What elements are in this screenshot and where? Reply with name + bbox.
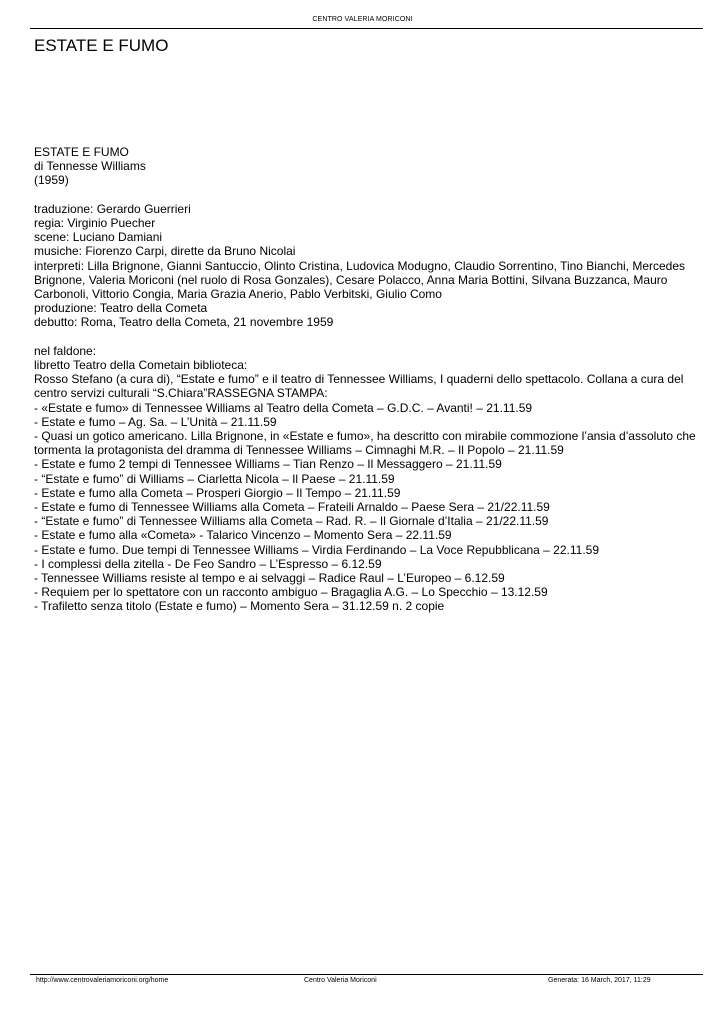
press-item: - Trafiletto senza titolo (Estate e fumo) – Momento Sera – 31.12.59 n. 2 copie — [34, 599, 445, 614]
press-item: - “Estate e fumo” di Tennessee Williams alla Cometa – Rad. R. – Il Giornale d’Italia – 21/22.11.59 — [34, 514, 549, 529]
play-author: di Tennesse Williams — [34, 159, 146, 174]
press-item: - Estate e fumo alla Cometa – Prosperi Giorgio – Il Tempo – 21.11.59 — [34, 485, 401, 500]
credit-cast: interpreti: Lilla Brignone, Gianni Santuccio, Olinto Cristina, Ludovica Modugno, Claudio Sorrentino, Tino Bianchi, Mercedes Brignone, Valeria Moriconi (nel ruolo di Rosa Gonzales), Cesare Polacco, Anna Maria Bottini, Silvana Buzzanca, Mauro Carbonoli, Vittorio Congia, Maria Grazia Anerio, Pablo Verbitski, Giulio Como — [34, 258, 686, 302]
press-item: - Estate e fumo – Ag. Sa. – L’Unità – 21.11.59 — [34, 414, 277, 429]
press-item: - Estate e fumo. Due tempi di Tennessee Williams – Virdia Ferdinando – La Voce Repubblicana – 22.11.59 — [34, 542, 600, 557]
credit-translation: traduzione: Gerardo Guerrieri — [34, 201, 191, 216]
page-title: ESTATE E FUMO — [34, 36, 169, 55]
header-label: CENTRO VALERIA MORICONI — [312, 16, 413, 23]
press-item: - Estate e fumo 2 tempi di Tennessee Williams – Tian Renzo – Il Messaggero – 21.11.59 — [34, 457, 502, 472]
intro-block — [34, 145, 700, 188]
press-item: - «Estate e fumo» di Tennessee Williams al Teatro della Cometa – G.D.C. – Avanti! – 21.11.59 — [34, 400, 533, 415]
press-item: - Quasi un gotico americano. Lilla Brignone, in «Estate e fumo», ha descritto con mirabile commozione l’ansia d’assoluto che tormenta la protagonista del dramma di Tennessee Williams – Cimnaghi M.R. – Il Popolo – 21.11.59 — [34, 429, 696, 458]
header-divider — [30, 28, 703, 29]
library-entry: Rosso Stefano (a cura di), “Estate e fumo” e il teatro di Tennessee Williams, I quaderni dello spettacolo. Collana a cura del centro servizi culturali “S.Chiara”RASSEGNA STAMPA: — [34, 372, 684, 401]
press-item: - Estate e fumo alla «Cometa» - Talarico Vincenzo – Momento Sera – 22.11.59 — [34, 528, 452, 543]
credit-direction: regia: Virginio Puecher — [34, 216, 156, 230]
press-item: - I complessi della zitella - De Feo Sandro – L’Espresso – 6.12.59 — [34, 556, 382, 571]
credit-music: musiche: Fiorenzo Carpi, dirette da Bruno Nicolai — [34, 244, 296, 259]
credit-debut: debutto: Roma, Teatro della Cometa, 21 novembre 1959 — [34, 315, 334, 330]
document-body — [34, 145, 700, 628]
play-year: (1959) — [34, 173, 69, 188]
archive-heading: nel faldone: — [34, 343, 97, 358]
archive-block — [34, 344, 700, 614]
footer-site-name: Centro Valeria Moriconi — [304, 977, 377, 984]
credit-production: produzione: Teatro della Cometa — [34, 301, 208, 316]
footer-url-link[interactable]: http://www.centrovaleriamoriconi.org/home — [36, 977, 169, 984]
archive-subheading: libretto Teatro della Cometain biblioteca: — [34, 358, 248, 373]
footer-generated-date: Generata: 16 March, 2017, 11:29 — [548, 977, 651, 984]
press-item: - Estate e fumo di Tennessee Williams alla Cometa – Frateili Arnaldo – Paese Sera – 21/22.11.59 — [34, 500, 550, 515]
play-title: ESTATE E FUMO — [34, 145, 129, 159]
press-item: - “Estate e fumo” di Williams – Ciarletta Nicola – Il Paese – 21.11.59 — [34, 471, 395, 486]
credit-scenery: scene: Luciano Damiani — [34, 230, 163, 245]
press-item: - Requiem per lo spettatore con un racconto ambiguo – Bragaglia A.G. – Lo Specchio – 13.12.59 — [34, 585, 548, 600]
credits-block — [34, 202, 700, 330]
press-item: - Tennessee Williams resiste al tempo e ai selvaggi – Radice Raul – L’Europeo – 6.12.59 — [34, 571, 505, 586]
footer-divider — [30, 974, 703, 975]
